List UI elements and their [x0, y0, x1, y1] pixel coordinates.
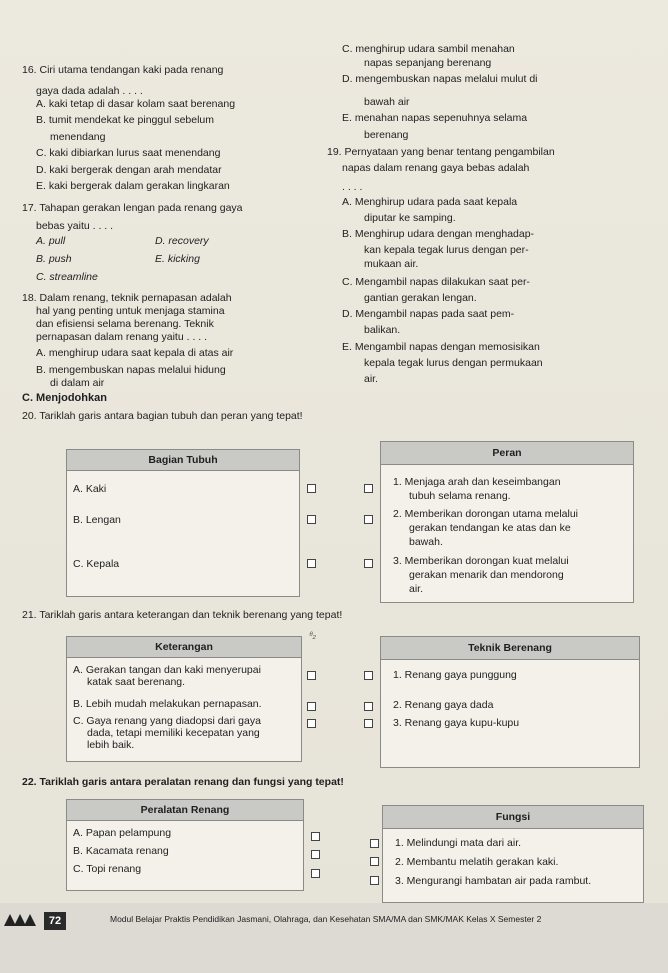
q19-option-a-line1: A. Menghirup udara pada saat kepala	[342, 196, 518, 208]
q21-left-checkbox-a[interactable]	[307, 671, 316, 680]
q20-right-checkbox-3[interactable]	[364, 559, 373, 568]
q16-stem-line2: gaya dada adalah . . . .	[36, 85, 143, 97]
q21-left-table	[66, 636, 302, 762]
q20-right-item-2-line1: 2. Memberikan dorongan utama melalui	[393, 508, 579, 520]
q20-right-item-1-line2: tubuh selama renang.	[409, 490, 511, 502]
q16-option-b-line1: B. tumit mendekat ke pinggul sebelum	[36, 114, 215, 126]
q20-right-table	[380, 441, 634, 603]
q18-option-d-line2: bawah air	[364, 96, 410, 108]
q22-right-item-3: 3. Mengurangi hambatan air pada rambut.	[395, 875, 592, 887]
q22-left-item-b: B. Kacamata renang	[73, 845, 169, 857]
q19-option-d-line2: balikan.	[364, 324, 401, 336]
q18-stem-line2: hal yang penting untuk menjaga stamina	[36, 305, 225, 317]
q21-left-checkbox-c[interactable]	[307, 719, 316, 728]
q19-option-b-line3: mukaan air.	[364, 258, 419, 270]
q18-stem-line4: pernapasan dalam renang yaitu . . . .	[36, 331, 208, 343]
q20-left-checkbox-c[interactable]	[307, 559, 316, 568]
page-number: 72	[44, 912, 66, 930]
q21-left-header: Keterangan	[67, 637, 301, 658]
q20-left-checkbox-b[interactable]	[307, 515, 316, 524]
q19-option-b-line1: B. Menghirup udara dengan menghadap-	[342, 228, 535, 240]
q20-right-checkbox-2[interactable]	[364, 515, 373, 524]
q17-option-c: C. streamline	[36, 271, 98, 283]
q17-option-e: E. kicking	[155, 253, 200, 265]
q22-right-item-2: 2. Membantu melatih gerakan kaki.	[395, 856, 559, 868]
q21-left-item-c-line3: lebih baik.	[87, 739, 135, 751]
q18-stem-line1: 18. Dalam renang, teknik pernapasan adalah	[22, 292, 232, 304]
triangle-ornament-icon	[24, 914, 36, 926]
q21-instruction: 21. Tariklah garis antara keterangan dan teknik berenang yang tepat!	[22, 609, 343, 621]
q21-right-item-1: 1. Renang gaya punggung	[393, 669, 517, 681]
q16-option-b-line2: menendang	[50, 131, 106, 143]
q19-option-e-line1: E. Mengambil napas dengan memosisikan	[342, 341, 540, 353]
q20-left-item-a: A. Kaki	[73, 483, 107, 495]
q19-stem-line1: 19. Pernyataan yang benar tentang pengambilan	[327, 146, 555, 158]
q16-stem-line1: 16. Ciri utama tendangan kaki pada renang	[22, 64, 224, 76]
q18-stem-line3: dan efisiensi selama berenang. Teknik	[36, 318, 214, 330]
q22-left-item-a: A. Papan pelampung	[73, 827, 172, 839]
q16-option-d: D. kaki bergerak dengan arah mendatar	[36, 164, 222, 176]
q21-left-item-c-line1: C. Gaya renang yang diadopsi dari gaya	[73, 715, 261, 727]
q21-right-checkbox-3[interactable]	[364, 719, 373, 728]
q20-left-checkbox-a[interactable]	[307, 484, 316, 493]
q20-right-item-3-line3: air.	[409, 583, 424, 595]
q21-left-item-a-line1: A. Gerakan tangan dan kaki menyerupai	[73, 664, 261, 676]
q16-option-a: A. kaki tetap di dasar kolam saat berenang	[36, 98, 236, 110]
q18-option-e-line1: E. menahan napas sepenuhnya selama	[342, 112, 528, 124]
q17-stem-line2: bebas yaitu . . . .	[36, 220, 114, 232]
q21-left-item-a-line2: katak saat berenang.	[87, 676, 186, 688]
q20-right-header: Peran	[381, 442, 633, 465]
q19-option-e-line3: air.	[364, 373, 379, 385]
q20-right-item-2-line2: gerakan tendangan ke atas dan ke	[409, 522, 571, 534]
q21-right-item-3: 3. Renang gaya kupu-kupu	[393, 717, 520, 729]
q22-instruction: 22. Tariklah garis antara peralatan renang dan fungsi yang tepat!	[22, 776, 344, 788]
q20-left-table	[66, 449, 300, 597]
q18-option-b-line1: B. mengembuskan napas melalui hidung	[36, 364, 226, 376]
q20-right-item-3-line1: 3. Memberikan dorongan kuat melalui	[393, 555, 569, 567]
q19-option-b-line2: kan kepala tegak lurus dengan per-	[364, 244, 529, 256]
q16-option-c: C. kaki dibiarkan lurus saat menendang	[36, 147, 221, 159]
q21-right-checkbox-1[interactable]	[364, 671, 373, 680]
q18-option-b-line2: di dalam air	[50, 377, 105, 389]
q21-left-item-b: B. Lebih mudah melakukan pernapasan.	[73, 698, 262, 710]
q18-option-c-line1: C. menghirup udara sambil menahan	[342, 43, 515, 55]
q19-stem-line2: napas dalam renang gaya bebas adalah	[342, 162, 530, 174]
q17-option-a: A. pull	[36, 235, 66, 247]
q22-right-item-1: 1. Melindungi mata dari air.	[395, 837, 522, 849]
q19-option-c-line1: C. Mengambil napas dilakukan saat per-	[342, 276, 530, 288]
q21-right-checkbox-2[interactable]	[364, 702, 373, 711]
q20-right-checkbox-1[interactable]	[364, 484, 373, 493]
q21-right-header: Teknik Berenang	[381, 637, 639, 660]
footer-text: Modul Belajar Praktis Pendidikan Jasmani, Olahraga, dan Kesehatan SMA/MA dan SMK/MAK Kelas X Semester 2	[110, 914, 542, 924]
q19-stem-line3: . . . .	[342, 181, 363, 193]
q22-left-item-c: C. Topi renang	[73, 863, 142, 875]
q18-option-d-line1: D. mengembuskan napas melalui mulut di	[342, 73, 538, 85]
q21-right-table	[380, 636, 640, 768]
q22-left-checkbox-a[interactable]	[311, 832, 320, 841]
q22-right-checkbox-2[interactable]	[370, 857, 379, 866]
q19-option-e-line2: kepala tegak lurus dengan permukaan	[364, 357, 543, 369]
q22-left-checkbox-b[interactable]	[311, 850, 320, 859]
q22-right-checkbox-3[interactable]	[370, 876, 379, 885]
q20-right-item-1-line1: 1. Menjaga arah dan keseimbangan	[393, 476, 561, 488]
q18-option-a: A. menghirup udara saat kepala di atas air	[36, 347, 234, 359]
section-heading: C. Menjodohkan	[22, 392, 107, 404]
q18-option-e-line2: berenang	[364, 129, 409, 141]
q17-option-d: D. recovery	[155, 235, 209, 247]
q22-left-table	[66, 799, 304, 891]
q22-right-table	[382, 805, 644, 903]
q19-option-a-line2: diputar ke samping.	[364, 212, 456, 224]
q20-left-item-c: C. Kepala	[73, 558, 120, 570]
q22-left-checkbox-c[interactable]	[311, 869, 320, 878]
q20-right-item-2-line3: bawah.	[409, 536, 443, 548]
q17-option-b: B. push	[36, 253, 72, 265]
q17-stem-line1: 17. Tahapan gerakan lengan pada renang gaya	[22, 202, 243, 214]
q19-option-c-line2: gantian gerakan lengan.	[364, 292, 477, 304]
pencil-mark: ᶿ₂	[309, 630, 316, 640]
q16-option-e: E. kaki bergerak dalam gerakan lingkaran	[36, 180, 230, 192]
q22-right-header: Fungsi	[383, 806, 643, 829]
q20-left-header: Bagian Tubuh	[67, 450, 299, 471]
q21-left-item-c-line2: dada, tetapi memiliki kecepatan yang	[87, 727, 260, 739]
q21-left-checkbox-b[interactable]	[307, 702, 316, 711]
q22-left-header: Peralatan Renang	[67, 800, 303, 821]
q20-instruction: 20. Tariklah garis antara bagian tubuh dan peran yang tepat!	[22, 410, 303, 422]
q18-option-c-line2: napas sepanjang berenang	[364, 57, 492, 69]
q19-option-d-line1: D. Mengambil napas pada saat pem-	[342, 308, 515, 320]
q22-right-checkbox-1[interactable]	[370, 839, 379, 848]
q21-right-item-2: 2. Renang gaya dada	[393, 699, 494, 711]
q20-right-item-3-line2: gerakan menarik dan mendorong	[409, 569, 564, 581]
q20-left-item-b: B. Lengan	[73, 514, 121, 526]
